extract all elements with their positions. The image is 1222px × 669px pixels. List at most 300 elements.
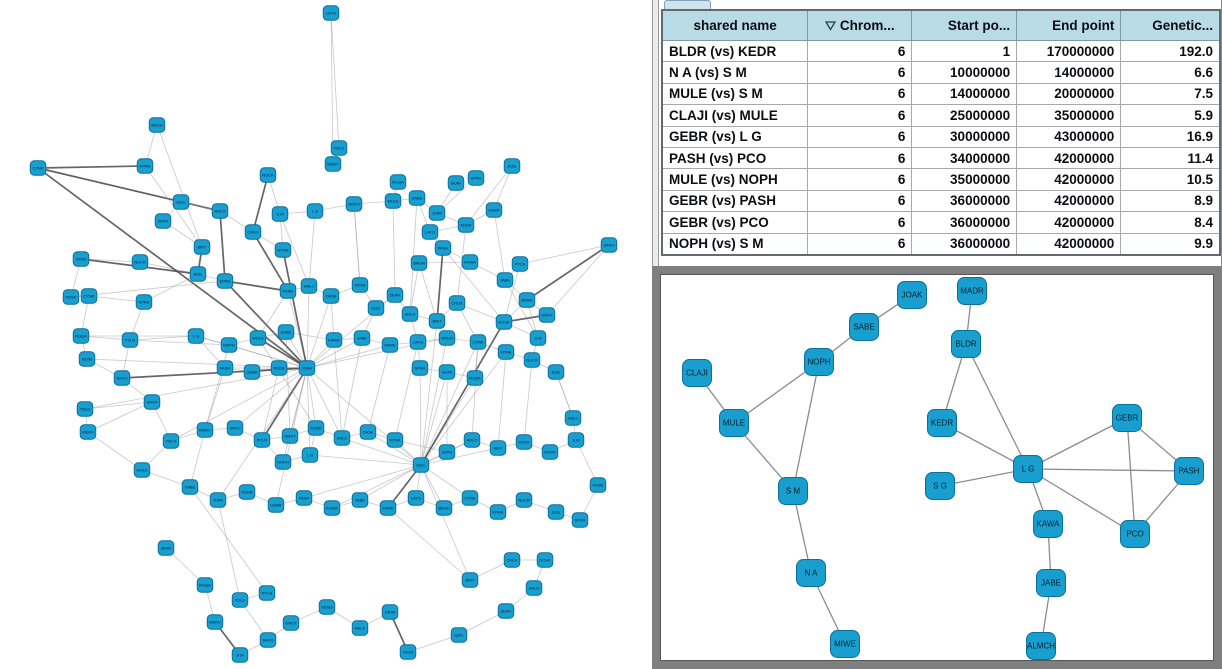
node-label: GROT — [146, 399, 158, 405]
filter-funnel-icon[interactable] — [825, 20, 836, 31]
table-cell: 43000000 — [1017, 126, 1121, 147]
network-node[interactable] — [387, 433, 403, 448]
table-cell: 7.5 — [1121, 83, 1220, 104]
network-node[interactable] — [207, 615, 223, 630]
network-node[interactable] — [30, 161, 46, 176]
network-node[interactable] — [436, 501, 452, 516]
network-node[interactable] — [805, 349, 834, 376]
node-label: GEBR — [246, 369, 258, 375]
node-label: S M — [276, 211, 284, 217]
table-cell: 20000000 — [1017, 83, 1121, 104]
network-node[interactable] — [380, 501, 396, 516]
network-node[interactable] — [260, 633, 276, 648]
network-node[interactable] — [1113, 405, 1142, 432]
network-node[interactable] — [81, 289, 97, 304]
network-node[interactable] — [928, 410, 957, 437]
network-node[interactable] — [194, 240, 210, 255]
table-cell: 30000000 — [912, 126, 1017, 147]
pane-splitter[interactable] — [652, 0, 659, 266]
network-node[interactable] — [439, 445, 455, 460]
network-node[interactable] — [173, 195, 189, 210]
network-node[interactable] — [720, 410, 749, 437]
node-label: NOPH — [807, 357, 831, 367]
network-node[interactable] — [458, 218, 474, 233]
network-edge — [393, 201, 395, 295]
network-edge — [307, 345, 390, 368]
table-cell: 14000000 — [912, 83, 1017, 104]
network-edge — [437, 248, 443, 321]
network-node[interactable] — [516, 493, 532, 508]
network-node[interactable] — [114, 371, 130, 386]
network-node[interactable] — [334, 431, 350, 446]
node-label: ARLO — [214, 208, 226, 214]
table-cell: 9.9 — [1121, 233, 1220, 255]
network-node[interactable] — [259, 586, 275, 601]
node-label: JESL — [551, 509, 561, 515]
network-node[interactable] — [451, 628, 467, 643]
node-label: S M — [236, 652, 244, 658]
network-node[interactable] — [197, 578, 213, 593]
node-label: NOPH — [277, 459, 289, 465]
network-node[interactable] — [326, 333, 342, 348]
network-node[interactable] — [325, 157, 341, 172]
table-cell: 6 — [808, 147, 912, 168]
node-label: GROT — [541, 312, 553, 318]
network-node[interactable] — [539, 308, 555, 323]
network-node[interactable] — [590, 478, 606, 493]
network-node[interactable] — [429, 314, 445, 329]
network-node[interactable] — [435, 241, 451, 256]
network-node[interactable] — [73, 329, 89, 344]
node-label: MADR — [960, 286, 984, 296]
node-label: NUCR — [134, 259, 146, 265]
node-label: CRUX — [451, 300, 463, 306]
node-label: PASH — [437, 245, 449, 251]
network-node[interactable] — [324, 501, 340, 516]
table-tab-sliver[interactable] — [664, 0, 711, 9]
node-label: VOSK — [389, 437, 401, 443]
node-label: JABE — [499, 277, 511, 283]
node-label: PASH — [1178, 466, 1200, 476]
network-node[interactable] — [212, 204, 228, 219]
network-node[interactable] — [227, 421, 243, 436]
network-node[interactable] — [898, 282, 927, 309]
node-label: ALMCH — [1026, 641, 1056, 651]
node-label: CRUX — [518, 439, 530, 445]
node-label: ARLO — [466, 437, 478, 443]
network-node[interactable] — [467, 371, 483, 386]
network-node[interactable] — [77, 402, 93, 417]
network-node[interactable] — [779, 478, 808, 505]
network-node[interactable] — [232, 593, 248, 608]
node-label: PYLN — [261, 590, 273, 596]
table-row[interactable] — [662, 190, 1220, 211]
network-node[interactable] — [352, 621, 368, 636]
network-node[interactable] — [368, 301, 384, 316]
network-node[interactable] — [254, 433, 270, 448]
network-node[interactable] — [462, 255, 478, 270]
network-node[interactable] — [400, 645, 416, 660]
table-cell: 5.9 — [1121, 105, 1220, 126]
node-label: NOPH — [223, 342, 235, 348]
node-label: KPRA — [139, 163, 151, 169]
edge-attribute-table-panel — [659, 0, 1222, 266]
network-node[interactable] — [439, 365, 455, 380]
network-node[interactable] — [390, 175, 406, 190]
node-label: JOAK — [901, 290, 923, 300]
node-label: PASH — [219, 365, 231, 371]
network-node[interactable] — [412, 361, 428, 376]
table-cell: GEBR (vs) PCO — [662, 212, 808, 233]
network-node[interactable] — [683, 360, 712, 387]
network-node[interactable] — [122, 333, 138, 348]
network-node[interactable] — [565, 411, 581, 426]
table-header — [662, 10, 1220, 41]
table-cell: 6 — [808, 83, 912, 104]
network-node[interactable] — [163, 434, 179, 449]
network-node[interactable] — [504, 553, 520, 568]
table-cell: 14000000 — [1017, 62, 1121, 83]
network-node[interactable] — [952, 331, 981, 358]
column-header[interactable]: Genetic... — [1121, 10, 1220, 41]
table-row[interactable] — [662, 41, 1220, 62]
table-row[interactable] — [662, 233, 1220, 255]
network-node[interactable] — [346, 197, 362, 212]
network-node[interactable] — [1034, 511, 1063, 538]
network-node[interactable] — [382, 338, 398, 353]
column-header[interactable]: Chrom... — [808, 10, 912, 41]
network-node[interactable] — [137, 159, 153, 174]
network-node[interactable] — [1121, 521, 1150, 548]
network-node[interactable] — [323, 6, 339, 21]
node-label: FEND — [592, 482, 604, 488]
node-label: SAXO — [116, 375, 128, 381]
node-label: GEBR — [1115, 413, 1139, 423]
table-cell: 192.0 — [1121, 41, 1220, 62]
network-node[interactable] — [516, 435, 532, 450]
network-node[interactable] — [519, 293, 535, 308]
table-cell: 6 — [808, 62, 912, 83]
node-label: LAYG — [424, 229, 436, 235]
node-label: GROT — [285, 620, 297, 626]
network-node[interactable] — [831, 631, 860, 658]
network-node[interactable] — [449, 296, 465, 311]
network-node[interactable] — [470, 335, 486, 350]
network-node[interactable] — [217, 361, 233, 376]
network-node[interactable] — [271, 361, 287, 376]
node-label: BRUH — [413, 260, 425, 266]
column-header[interactable]: Start po... — [912, 10, 1017, 41]
network-node[interactable] — [275, 243, 291, 258]
node-label: N A — [804, 568, 818, 578]
network-node[interactable] — [958, 278, 987, 305]
network-node[interactable] — [498, 345, 514, 360]
table-cell: 1 — [912, 41, 1017, 62]
node-label: BRUH — [438, 505, 450, 511]
node-label: SABE — [184, 484, 196, 490]
network-node[interactable] — [260, 168, 276, 183]
network-edge — [505, 280, 538, 338]
network-node[interactable] — [144, 395, 160, 410]
network-node[interactable] — [548, 365, 564, 380]
node-label: KPRA — [492, 509, 504, 515]
network-node[interactable] — [244, 365, 260, 380]
network-node[interactable] — [132, 255, 148, 270]
node-label: MIWE — [521, 297, 533, 303]
column-header[interactable]: End point — [1017, 10, 1121, 41]
node-label: S M — [572, 437, 580, 443]
network-node[interactable] — [496, 315, 512, 330]
network-node[interactable] — [275, 455, 291, 470]
edge-attribute-table — [661, 9, 1221, 256]
network-edge — [793, 362, 819, 491]
network-node[interactable] — [429, 206, 445, 221]
network-node[interactable] — [299, 361, 315, 376]
network-node[interactable] — [250, 331, 266, 346]
table-row[interactable] — [662, 83, 1220, 104]
network-node[interactable] — [360, 425, 376, 440]
network-node[interactable] — [245, 225, 261, 240]
node-label: VOSK — [65, 294, 77, 300]
network-edge — [498, 352, 506, 448]
network-node[interactable] — [462, 573, 478, 588]
network-edge — [218, 500, 240, 600]
node-label: RUQA — [199, 582, 211, 588]
node-label: ARLO — [404, 311, 416, 317]
network-node[interactable] — [850, 314, 879, 341]
node-label: MULE — [136, 467, 148, 473]
network-node[interactable] — [221, 338, 237, 353]
node-label: CYNK — [32, 165, 44, 171]
node-label: PYLN — [256, 437, 268, 443]
network-node[interactable] — [490, 505, 506, 520]
network-edge — [354, 204, 360, 285]
node-label: VOSK — [402, 649, 414, 655]
node-label: MERV — [209, 619, 221, 625]
table-cell: 42000000 — [1017, 190, 1121, 211]
network-node[interactable] — [80, 425, 96, 440]
network-edge — [205, 345, 229, 430]
network-node[interactable] — [136, 295, 152, 310]
network-node[interactable] — [1014, 456, 1043, 483]
network-node[interactable] — [464, 433, 480, 448]
network-node[interactable] — [490, 441, 506, 456]
table-cell: 16.9 — [1121, 126, 1220, 147]
network-node[interactable] — [439, 331, 455, 346]
node-label: JESL — [507, 163, 517, 169]
network-edge — [309, 211, 315, 286]
table-cell: 6 — [808, 212, 912, 233]
table-cell: 42000000 — [1017, 212, 1121, 233]
network-node[interactable] — [149, 118, 165, 133]
table-cell: 25000000 — [912, 105, 1017, 126]
network-node[interactable] — [282, 429, 298, 444]
table-row[interactable] — [662, 105, 1220, 126]
table-cell: 6 — [808, 41, 912, 62]
table-cell: BLDR (vs) KEDR — [662, 41, 808, 62]
network-node[interactable] — [319, 600, 335, 615]
network-node[interactable] — [385, 194, 401, 209]
table-row[interactable] — [662, 147, 1220, 168]
network-node[interactable] — [307, 204, 323, 219]
node-label: QUIL — [176, 199, 186, 205]
network-node[interactable] — [296, 491, 312, 506]
table-row[interactable] — [662, 212, 1220, 233]
network-node[interactable] — [410, 335, 426, 350]
network-node[interactable] — [278, 325, 294, 340]
network-node[interactable] — [504, 159, 520, 174]
table-cell: 10000000 — [912, 62, 1017, 83]
node-label: KEDR — [460, 222, 472, 228]
network-node[interactable] — [155, 214, 171, 229]
node-label: PYLN — [514, 261, 526, 267]
node-label: SABE — [280, 329, 292, 335]
network-node[interactable] — [63, 290, 79, 305]
network-node[interactable] — [548, 505, 564, 520]
column-header[interactable]: shared name — [662, 10, 808, 41]
table-row[interactable] — [662, 62, 1220, 83]
node-label: BINT — [197, 244, 207, 250]
node-label: BUIN — [161, 545, 171, 551]
network-node[interactable] — [422, 225, 438, 240]
network-node[interactable] — [411, 256, 427, 271]
network-node[interactable] — [331, 141, 347, 156]
network-edge — [368, 345, 390, 432]
node-label: ZEPH — [441, 449, 453, 455]
network-node[interactable] — [268, 498, 284, 513]
network-node[interactable] — [232, 648, 248, 663]
network-node[interactable] — [1175, 458, 1204, 485]
node-label: BUIN — [451, 180, 461, 186]
network-node[interactable] — [402, 307, 418, 322]
network-node[interactable] — [188, 329, 204, 344]
network-node[interactable] — [352, 493, 368, 508]
network-node[interactable] — [308, 421, 324, 436]
network-node[interactable] — [323, 289, 339, 304]
node-label: HALC — [567, 415, 579, 421]
node-label: QUIL — [371, 305, 381, 311]
network-node[interactable] — [217, 274, 233, 289]
network-node[interactable] — [210, 493, 226, 508]
node-label: CRUX — [506, 557, 518, 563]
network-edge — [1127, 418, 1135, 534]
node-label: CLAJI — [686, 368, 708, 378]
network-node[interactable] — [158, 541, 174, 556]
network-node[interactable] — [1037, 570, 1066, 597]
node-label: KAWA — [328, 337, 340, 343]
table-cell: 42000000 — [1017, 233, 1121, 255]
network-edge — [220, 211, 225, 281]
node-label: L G — [1021, 464, 1035, 474]
node-label: MULE — [252, 335, 264, 341]
network-node[interactable] — [601, 238, 617, 253]
network-node[interactable] — [926, 473, 955, 500]
node-label: KPRA — [138, 299, 150, 305]
network-node[interactable] — [73, 252, 89, 267]
network-node[interactable] — [197, 423, 213, 438]
node-label: NUCR — [262, 172, 274, 178]
network-node[interactable] — [190, 267, 206, 282]
node-label: BUIN — [82, 356, 92, 362]
network-node[interactable] — [1027, 633, 1056, 660]
table-cell: 6 — [808, 169, 912, 190]
node-label: JOAK — [431, 210, 443, 216]
network-node[interactable] — [302, 448, 318, 463]
table-cell: 10.5 — [1121, 169, 1220, 190]
network-node[interactable] — [468, 171, 484, 186]
network-node[interactable] — [542, 445, 558, 460]
node-label: BUIN — [442, 369, 452, 375]
detail-network-canvas[interactable] — [652, 266, 1222, 669]
detail-network-panel — [652, 266, 1222, 669]
network-node[interactable] — [354, 331, 370, 346]
network-node[interactable] — [352, 278, 368, 293]
network-node[interactable] — [301, 279, 317, 294]
node-label: JESL — [193, 271, 203, 277]
network-node[interactable] — [497, 273, 513, 288]
node-label: MERV — [82, 429, 94, 435]
network-node[interactable] — [272, 207, 288, 222]
network-node[interactable] — [498, 604, 514, 619]
node-label: JOAK — [212, 497, 224, 503]
network-node[interactable] — [568, 433, 584, 448]
node-label: JABE — [1040, 578, 1062, 588]
node-label: GROT — [284, 433, 296, 439]
network-node[interactable] — [537, 553, 553, 568]
node-label: TOLD — [234, 597, 246, 603]
network-node[interactable] — [572, 513, 588, 528]
table-row[interactable] — [662, 126, 1220, 147]
node-label: DOVE — [277, 247, 289, 253]
network-node[interactable] — [530, 331, 546, 346]
network-node[interactable] — [182, 480, 198, 495]
network-node[interactable] — [524, 353, 540, 368]
network-node[interactable] — [134, 463, 150, 478]
network-edge — [494, 210, 505, 280]
network-node[interactable] — [413, 458, 429, 473]
network-node[interactable] — [486, 203, 502, 218]
network-node[interactable] — [408, 491, 424, 506]
node-label: RUQA — [469, 375, 481, 381]
table-cell: GEBR (vs) PASH — [662, 190, 808, 211]
network-node[interactable] — [462, 491, 478, 506]
node-label: DOVE — [539, 557, 551, 563]
network-node[interactable] — [448, 176, 464, 191]
network-node[interactable] — [797, 560, 826, 587]
network-edge — [334, 340, 342, 438]
network-node[interactable] — [512, 257, 528, 272]
network-node[interactable] — [382, 605, 398, 620]
table-cell: GEBR (vs) L G — [662, 126, 808, 147]
network-node[interactable] — [283, 616, 299, 631]
network-edge — [307, 368, 310, 455]
node-label: SPRA — [574, 517, 586, 523]
node-label: LAYG — [412, 339, 424, 345]
network-node[interactable] — [387, 288, 403, 303]
table-cell: MULE (vs) NOPH — [662, 169, 808, 190]
node-label: BRUH — [441, 335, 453, 341]
network-node[interactable] — [409, 191, 425, 206]
network-node[interactable] — [526, 581, 542, 596]
network-node[interactable] — [79, 352, 95, 367]
node-label: DRIM — [362, 429, 374, 435]
table-row[interactable] — [662, 169, 1220, 190]
network-node[interactable] — [280, 284, 296, 299]
node-label: MULE — [387, 198, 399, 204]
table-cell: 35000000 — [1017, 105, 1121, 126]
node-label: FEND — [310, 425, 322, 431]
network-node[interactable] — [239, 485, 255, 500]
